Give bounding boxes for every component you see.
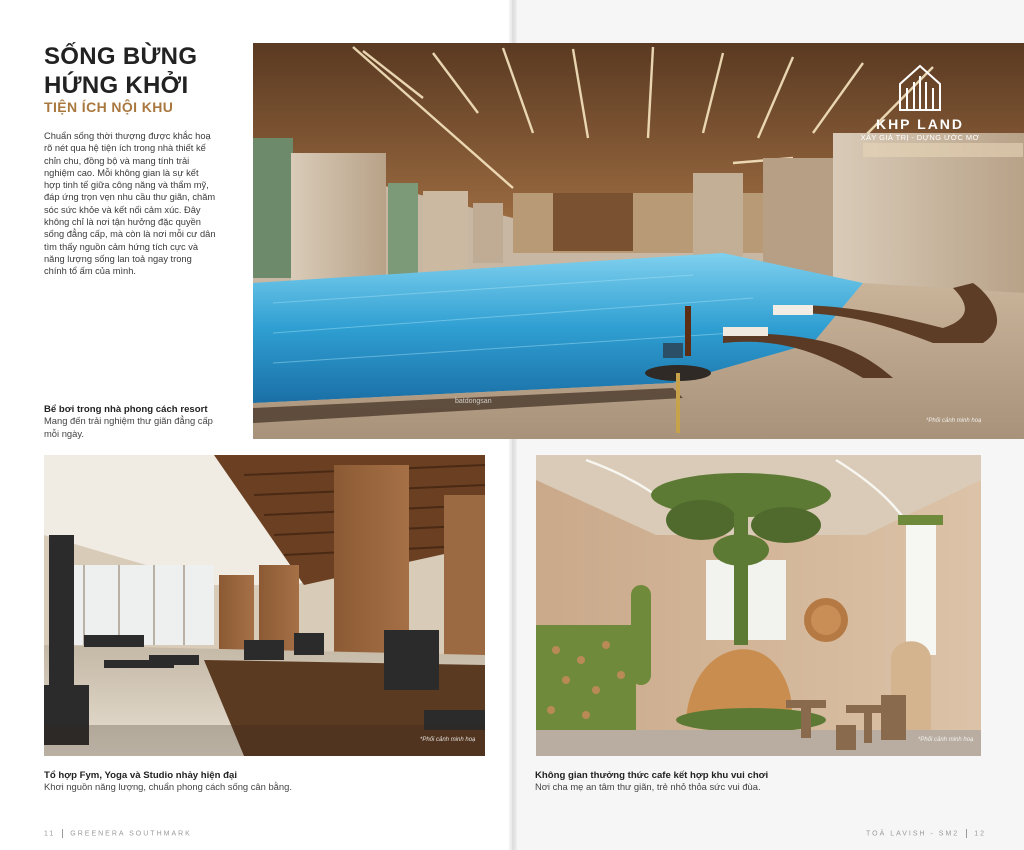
kids-cafe-photo bbox=[536, 455, 981, 756]
intro-paragraph: Chuẩn sống thời thượng được khắc hoạ rõ nét qua hệ tiện ích trong nhà thiết kế chỉn chu, đồng bộ và mang tính trải nghiệm cao. Mỗi không gian là sự kết hợp tinh tế giữa công năng và thẩm mỹ, đáp ứng trọn vẹn nhu cầu thư giãn, chăm sóc sức khỏe và kết nối cảm xúc. Đây không chỉ là nơi tận hưởng đặc quyền sống đẳng cấp, mà còn là nơi mỗi cư dân tìm thấy nguồn cảm hứng tích cực và năng lượng sống lan toả ngay trong chính tổ ấm của mình. bbox=[44, 131, 216, 277]
kids-caption bbox=[535, 770, 985, 794]
left-footer-label: GREENERA SOUTHMARK bbox=[70, 830, 192, 838]
left-page-number: 11 bbox=[44, 830, 56, 838]
pool-illustration-note: *Phối cảnh minh hoạ bbox=[926, 418, 982, 424]
page-title bbox=[44, 42, 197, 100]
footer-left bbox=[44, 829, 192, 838]
logo-tagline: XÂY GIÁ TRỊ - DỰNG ƯỚC MƠ bbox=[860, 133, 980, 142]
gym-caption bbox=[44, 770, 484, 794]
gym-caption-text: Khơi nguồn năng lượng, chuẩn phong cách sống cân bằng. bbox=[44, 781, 292, 792]
pool-watermark: batdongsan bbox=[455, 398, 492, 405]
footer-separator bbox=[966, 829, 967, 838]
khp-logo-icon bbox=[845, 64, 995, 114]
kids-caption-text: Nơi cha mẹ an tâm thư giãn, trẻ nhỏ thỏa sức vui đùa. bbox=[535, 781, 761, 792]
gym-caption-title: Tổ hợp Fym, Yoga và Studio nhảy hiện đại bbox=[44, 770, 238, 781]
company-logo bbox=[845, 64, 995, 144]
right-page-number: 12 bbox=[974, 830, 986, 838]
pool-caption bbox=[44, 404, 224, 440]
pool-caption-title: Bể bơi trong nhà phong cách resort bbox=[44, 404, 208, 415]
title-line-2: HỨNG KHỞI bbox=[44, 72, 189, 99]
kids-caption-title: Không gian thưởng thức cafe kết hợp khu vui chơi bbox=[535, 770, 769, 781]
gym-illustration-note: *Phối cảnh minh hoạ bbox=[420, 737, 476, 743]
pool-caption-text: Mang đến trải nghiệm thư giãn đẳng cấp mỗi ngày. bbox=[44, 415, 213, 439]
footer-separator bbox=[62, 829, 63, 838]
page-subtitle: TIỆN ÍCH NỘI KHU bbox=[44, 99, 174, 115]
logo-name: KHP LAND bbox=[875, 116, 965, 132]
kids-illustration-note: *Phối cảnh minh hoạ bbox=[918, 737, 974, 743]
right-footer-label: TOÀ LAVISH - SM2 bbox=[866, 830, 960, 838]
gym-photo bbox=[44, 455, 485, 756]
title-line-1: SỐNG BỪNG bbox=[44, 43, 198, 70]
footer-right bbox=[866, 829, 986, 838]
